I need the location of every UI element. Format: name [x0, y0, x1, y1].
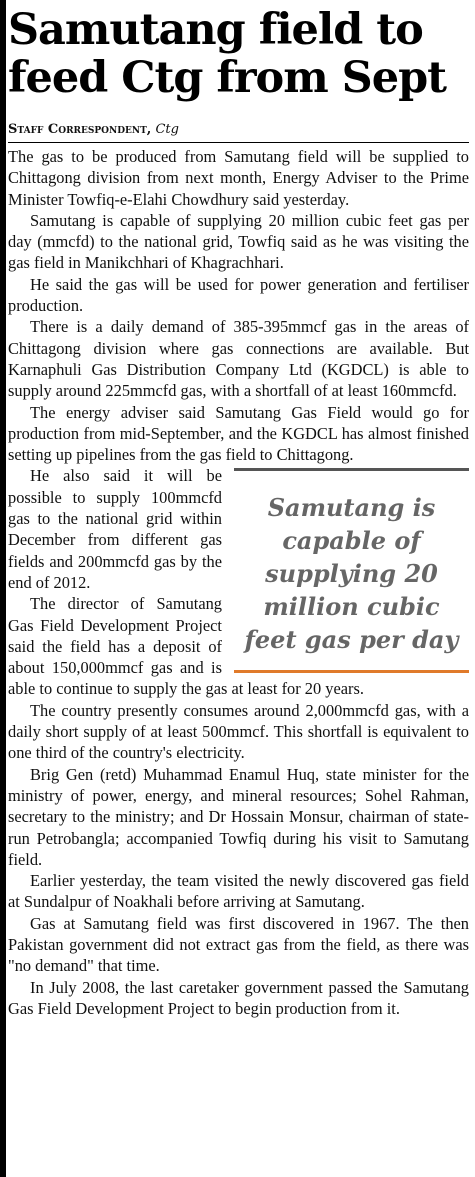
paragraph: The energy adviser said Samutang Gas Field would go for production from mid-September, and the KGDCL has almost finished setting up pipelines from the gas field to Chittagong. — [8, 402, 469, 465]
paragraph: Earlier yesterday, the team visited the newly discovered gas field at Sundalpur of Noakhali before arriving at Samutang. — [8, 871, 469, 912]
article-body — [8, 146, 469, 1019]
byline-location: Ctg — [155, 122, 179, 137]
paragraph: Gas at Samutang field was first discovered in 1967. The then Pakistan government did not extract gas from the field, as there was "no demand" that time. — [8, 913, 469, 976]
byline-divider — [8, 142, 469, 143]
byline — [8, 122, 469, 138]
pull-quote-text: Samutang is capable of supplying 20 million cubic feet gas per day — [244, 493, 459, 655]
pull-quote — [234, 468, 469, 673]
byline-author: Staff Correspondent, — [8, 122, 152, 137]
paragraph: In July 2008, the last caretaker government passed the Samutang Gas Field Development Project to begin production from it. — [8, 977, 469, 1018]
paragraph: There is a daily demand of 385-395mmcf gas in the areas of Chittagong division where gas connections are available. But Karnaphuli Gas Distribution Company Ltd (KGDCL) is able to supply around 225mmcfd gas, with a shortfall of at least 160mmcfd. — [8, 317, 469, 401]
paragraph: Brig Gen (retd) Muhammad Enamul Huq, state minister for the ministry of power, energy, and mineral resources; Sohel Rahman, secretary to the ministry; and Dr Hossain Monsur, chairman of state-run Petrobangla; accompanied Towfiq during his visit to Samutang field. — [8, 764, 469, 869]
article — [8, 0, 469, 1019]
headline: Samutang field to feed Ctg from Sept — [8, 5, 447, 103]
page-left-rule — [0, 0, 6, 1177]
paragraph: Samutang is capable of supplying 20 million cubic feet gas per day (mmcfd) to the national grid, Towfiq said as he was visiting the gas field in Manikchhari of Khagrachhari. — [8, 210, 469, 273]
paragraph: He also said it will be possible to supply 100mmcfd gas to the national grid within December from different gas fields and 200mmcfd gas by the end of 2012. — [8, 466, 222, 592]
paragraph: The director of Samutang Gas Field Development Project said the field has a deposit of about 150,000mmcf gas and is able to continue to supply the gas at least for 20 years. — [8, 594, 364, 699]
paragraph: The country presently consumes around 2,000mmcfd gas, with a daily short supply of at least 500mmcf. This shortfall is equivalent to one third of the country's electricity. — [8, 700, 469, 763]
paragraph: He said the gas will be used for power generation and fertiliser production. — [8, 274, 469, 316]
paragraph: The gas to be produced from Samutang field will be supplied to Chittagong division from next month, Energy Adviser to the Prime Minister Towfiq-e-Elahi Chowdhury said yesterday. — [8, 147, 469, 209]
